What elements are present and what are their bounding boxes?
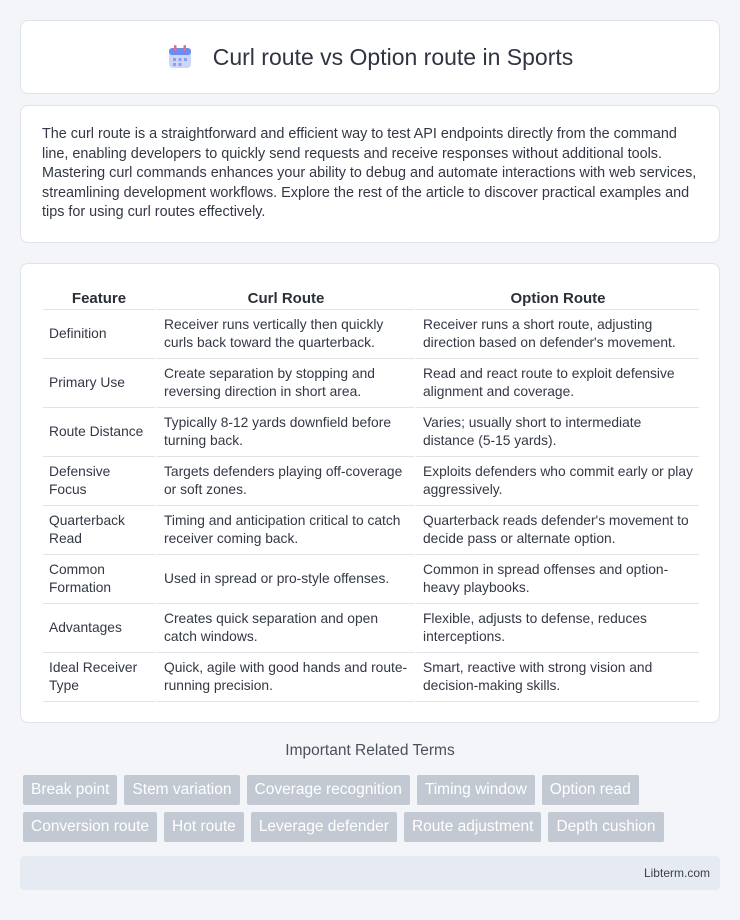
curl-cell: Creates quick separation and open catch windows. <box>155 604 414 653</box>
tag-route-adjustment[interactable]: Route adjustment <box>404 812 542 842</box>
tag-stem-variation[interactable]: Stem variation <box>124 775 239 805</box>
feature-cell: Advantages <box>43 604 155 653</box>
tag-leverage-defender[interactable]: Leverage defender <box>251 812 397 842</box>
calendar-icon <box>167 44 193 70</box>
option-cell: Quarterback reads defender's movement to decide pass or alternate option. <box>414 506 699 555</box>
curl-cell: Targets defenders playing off-coverage or soft zones. <box>155 457 414 506</box>
comparison-card <box>20 263 720 723</box>
feature-cell: Primary Use <box>43 359 155 408</box>
column-header: Curl Route <box>155 284 414 310</box>
page-title: Curl route vs Option route in Sports <box>212 43 574 70</box>
footer-link[interactable]: Libterm.com <box>643 866 710 880</box>
table-row <box>43 457 699 506</box>
table-row <box>43 408 699 457</box>
tag-depth-cushion[interactable]: Depth cushion <box>548 812 663 842</box>
feature-cell: Quarterback Read <box>43 506 155 555</box>
feature-cell: Common Formation <box>43 555 155 604</box>
feature-cell: Route Distance <box>43 408 155 457</box>
table-row <box>43 653 699 702</box>
related-terms <box>23 775 723 849</box>
option-cell: Smart, reactive with strong vision and decision-making skills. <box>414 653 699 702</box>
tag-coverage-recognition[interactable]: Coverage recognition <box>247 775 410 805</box>
title-card <box>20 20 720 94</box>
tag-break-point[interactable]: Break point <box>23 775 117 805</box>
option-cell: Exploits defenders who commit early or play aggressively. <box>414 457 699 506</box>
column-header: Option Route <box>414 284 699 310</box>
table-row <box>43 359 699 408</box>
curl-cell: Used in spread or pro-style offenses. <box>155 555 414 604</box>
curl-cell: Quick, agile with good hands and route-running precision. <box>155 653 414 702</box>
curl-cell: Typically 8-12 yards downfield before turning back. <box>155 408 414 457</box>
column-header: Feature <box>43 284 155 310</box>
table-row <box>43 310 699 359</box>
tag-option-read[interactable]: Option read <box>542 775 639 805</box>
table-row <box>43 604 699 653</box>
tag-hot-route[interactable]: Hot route <box>164 812 244 842</box>
tag-row <box>23 775 723 805</box>
table-row <box>43 506 699 555</box>
option-cell: Varies; usually short to intermediate distance (5-15 yards). <box>414 408 699 457</box>
feature-cell: Definition <box>43 310 155 359</box>
option-cell: Receiver runs a short route, adjusting direction based on defender's movement. <box>414 310 699 359</box>
option-cell: Read and react route to exploit defensive alignment and coverage. <box>414 359 699 408</box>
curl-cell: Receiver runs vertically then quickly curls back toward the quarterback. <box>155 310 414 359</box>
option-cell: Common in spread offenses and option-heavy playbooks. <box>414 555 699 604</box>
feature-cell: Defensive Focus <box>43 457 155 506</box>
comparison-table <box>43 284 699 702</box>
tag-conversion-route[interactable]: Conversion route <box>23 812 157 842</box>
table-row <box>43 555 699 604</box>
curl-cell: Create separation by stopping and reversing direction in short area. <box>155 359 414 408</box>
tag-timing-window[interactable]: Timing window <box>417 775 535 805</box>
curl-cell: Timing and anticipation critical to catch receiver coming back. <box>155 506 414 555</box>
related-terms-heading: Important Related Terms <box>285 742 455 759</box>
intro-card <box>20 105 720 243</box>
option-cell: Flexible, adjusts to defense, reduces interceptions. <box>414 604 699 653</box>
table-header-row <box>43 284 699 310</box>
feature-cell: Ideal Receiver Type <box>43 653 155 702</box>
footer <box>20 856 720 890</box>
tag-row <box>23 812 723 842</box>
intro-paragraph: The curl route is a straightforward and efficient way to test API endpoints directly from the command line, enabling developers to quickly send requests and receive responses without additional tools. Mastering curl commands enhances your ability to debug and automate interactions with web services, streamlining development workflows. Explore the rest of the article to discover practical examples and tips for using curl routes effectively. <box>42 126 697 221</box>
